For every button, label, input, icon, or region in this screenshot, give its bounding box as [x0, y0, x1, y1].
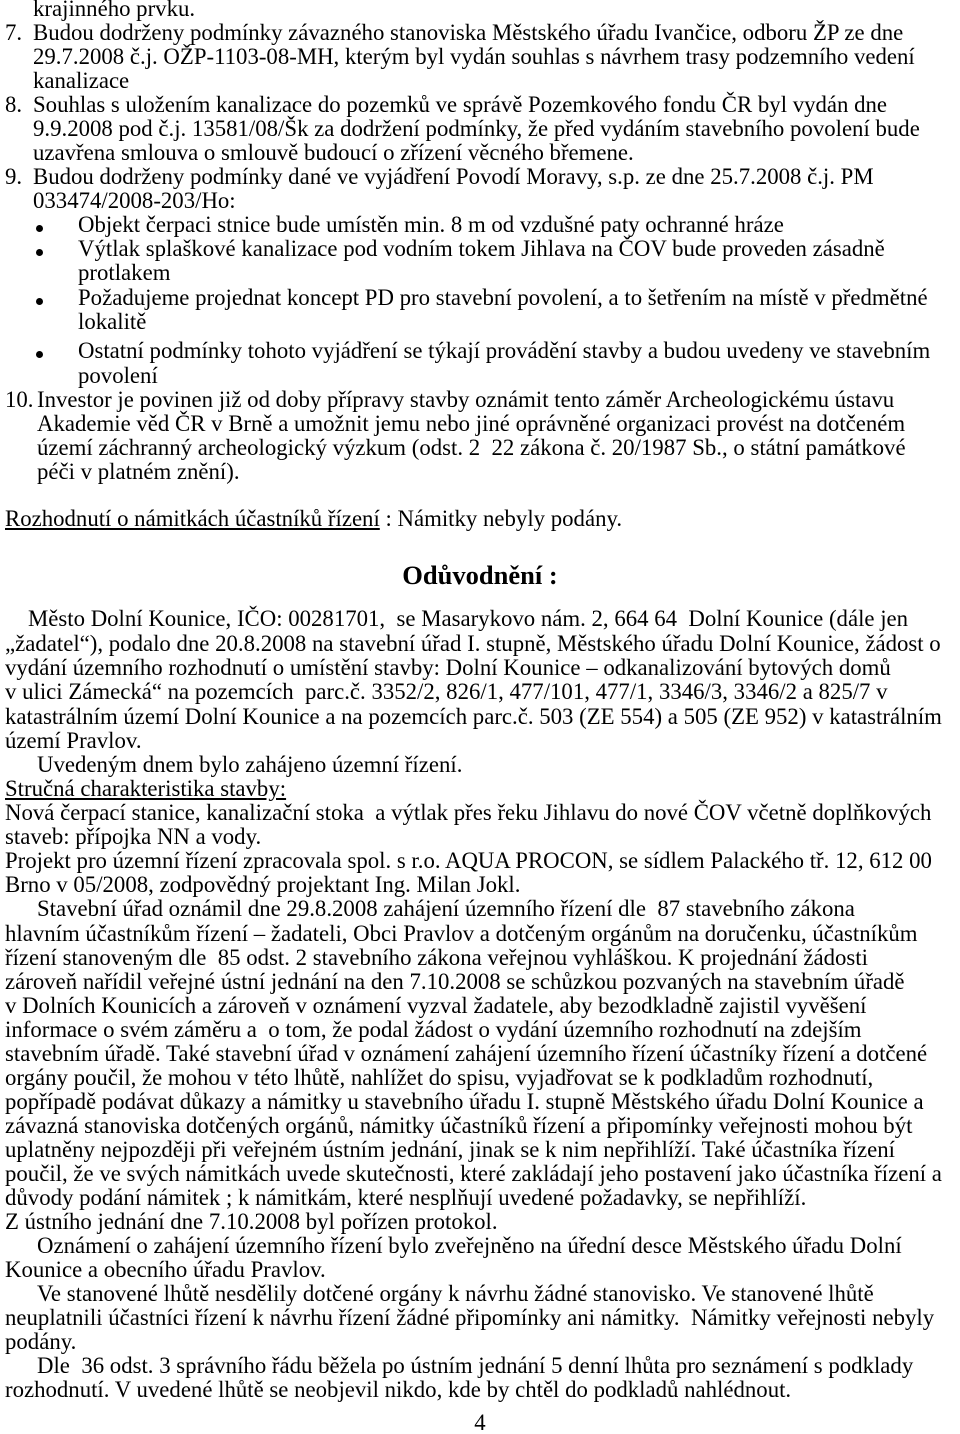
item9-line: Budou dodrženy podmínky dané ve vyjádření Povodí Moravy, s.p. ze dne 25.7.2008 č.j. PM [33, 164, 874, 189]
reasoning-line: stavebním úřadě. Také stavební úřad v oznámení zahájení územního řízení účastníky řízení a dotčené [5, 1041, 928, 1066]
item7-line: Budou dodrženy podmínky závazného stanoviska Městského úřadu Ivančice, odboru ŽP ze dne [33, 20, 904, 45]
reasoning-heading: Odůvodnění : [402, 560, 558, 590]
page-number: 4 [474, 1410, 486, 1434]
item10-line: Akademie věd ČR v Brně a umožnit jemu nebo jiné oprávněné organizaci provést na dotčeném [37, 411, 906, 436]
reasoning-line: Projekt pro územní řízení zpracovala spol. s r.o. AQUA PROCON, se sídlem Palackého tř. 12, 612 00 [5, 848, 932, 873]
reasoning-line: závazná stanoviska dotčených orgánů, námitky účastníků řízení a připomínky veřejnosti mohou být [5, 1113, 913, 1138]
item7-line: kanalizace [33, 68, 130, 93]
reasoning-line: Uvedeným dnem bylo zahájeno územní řízení. [37, 752, 463, 777]
bullet-text: Požadujeme projednat koncept PD pro stavební povolení, a to šetřením na místě v předmětné [78, 285, 928, 310]
list-number: 8. [5, 92, 23, 117]
bullet-icon [36, 298, 43, 305]
reasoning-line: zároveň nařídil veřejné ústní jednání na den 7.10.2008 se schůzkou pozvaných na stavebním úřadě [5, 969, 905, 994]
reasoning-line: v Dolních Kounicích a zároveň v oznámení vyzval žadatele, aby bezodkladně zajistil vyvěšení [5, 993, 867, 1018]
bullet-icon [36, 249, 43, 256]
reasoning-line: důvody podání námitek ; k námitkám, které nesplňují uvedené požadavky, se nepřihlíží. [5, 1185, 807, 1210]
reasoning-line: popřípadě podávat důkazy a námitky u stavebního úřadu I. stupně Městského úřadu Dolní Kounice a [5, 1089, 924, 1114]
reasoning-line: podány. [5, 1329, 77, 1354]
reasoning-line: katastrálním území Dolní Kounice a na pozemcích parc.č. 503 (ZE 554) a 505 (ZE 952) v katastrálním [5, 704, 942, 729]
reasoning-line: Brno v 05/2008, zodpovědný projektant Ing. Milan Jokl. [5, 872, 521, 897]
list-number: 10. [5, 387, 34, 412]
reasoning-line: orgány poučil, že mohou v této lhůtě, nahlížet do spisu, vyjadřovat se k podkladům rozhodnutí, [5, 1065, 874, 1090]
item8-line: Souhlas s uložením kanalizace do pozemků ve správě Pozemkového fondu ČR byl vydán dne [33, 92, 888, 117]
bullet-text: protlakem [78, 260, 171, 285]
reasoning-line: v ulici Zámecká“ na pozemcích parc.č. 3352/2, 826/1, 477/101, 477/1, 3346/3, 3346/2 a 825/7 v [5, 679, 888, 704]
objections-decision [5, 507, 622, 531]
objections-label: Rozhodnutí o námitkách účastníků řízení [5, 506, 380, 531]
item8-line: 9.9.2008 pod č.j. 13581/08/Šk za dodržení podmínky, že před vydáním stavebního povolení bude [33, 116, 920, 141]
reasoning-line: poučil, že ve svých námitkách uvede skutečnosti, které zakládají jeho postavení jako účastníka řízení a [5, 1161, 942, 1186]
reasoning-line: Z ústního jednání dne 7.10.2008 byl pořízen protokol. [5, 1209, 498, 1234]
reasoning-line: Stavební úřad oznámil dne 29.8.2008 zahájení územního řízení dle 87 stavebního zákona [37, 896, 855, 921]
reasoning-line: Kounice a obecního úřadu Pravlov. [5, 1257, 326, 1282]
construction-summary-subheading: Stručná charakteristika stavby: [5, 776, 287, 801]
bullet-icon [36, 351, 43, 358]
reasoning-line: neuplatnili účastníci řízení k návrhu řízení žádné připomínky ani námitky. Námitky veřejnosti nebyly [5, 1305, 935, 1330]
bullet-icon [36, 225, 43, 232]
reasoning-line: informace o svém záměru a o tom, že podal žádost o vydání územního rozhodnutí na zdejším [5, 1017, 862, 1042]
reasoning-line: území Pravlov. [5, 728, 142, 753]
bullet-text: Objekt čerpaci stnice bude umístěn min. 8 m od vzdušné paty ochranné hráze [78, 212, 784, 237]
bullet-text: Výtlak splaškové kanalizace pod vodním tokem Jihlava na ČOV bude proveden zásadně [78, 236, 885, 261]
bullet-text: lokalitě [78, 309, 147, 334]
bullet-text: Ostatní podmínky tohoto vyjádření se týkají provádění stavby a budou uvedeny ve stavebním [78, 338, 931, 363]
item7-line: 29.7.2008 č.j. OŽP-1103-08-MH, kterým byl vydán souhlas s návrhem trasy podzemního vedení [33, 44, 915, 69]
reasoning-line: staveb: přípojka NN a vody. [5, 824, 262, 849]
objections-text: : Námitky nebyly podány. [385, 506, 623, 531]
reasoning-line: vydání územního rozhodnutí o umístění stavby: Dolní Kounice – odkanalizování bytových domů [5, 655, 891, 680]
item10-line: Investor je povinen již od doby přípravy stavby oznámit tento záměr Archeologickému ústavu [37, 387, 895, 412]
item8-line: uzavřena smlouva o smlouvě budoucí o zřízení věcného břemene. [33, 140, 634, 165]
reasoning-line: Ve stanovené lhůtě nesdělily dotčené orgány k návrhu žádné stanovisko. Ve stanovené lhůtě [37, 1281, 874, 1306]
reasoning-line: rozhodnutí. V uvedené lhůtě se neobjevil nikdo, kde by chtěl do podkladů nahlédnout. [5, 1377, 792, 1402]
item9-line: 033474/2008-203/Ho: [33, 188, 236, 213]
reasoning-line: hlavním účastníkům řízení – žadateli, Obci Pravlov a dotčeným orgánům na doručenku, účastníkům [5, 921, 918, 946]
reasoning-line: Město Dolní Kounice, IČO: 00281701, se Masarykovo nám. 2, 664 64 Dolní Kounice (dále jen [28, 606, 909, 631]
reasoning-line: řízení stanoveným dle 85 odst. 2 stavebního zákona veřejnou vyhláškou. K projednání žádosti [5, 945, 868, 970]
item10-line: péči v platném znění). [37, 459, 240, 484]
bullet-text: povolení [78, 363, 158, 388]
reasoning-line: „žadatel“), podalo dne 20.8.2008 na stavební úřad I. stupně, Městského úřadu Dolní Kounice, žádost o [5, 631, 941, 656]
item6-continuation-line: krajinného prvku. [33, 0, 196, 21]
list-number: 7. [5, 20, 23, 45]
list-number: 9. [5, 164, 23, 189]
item10-line: území záchranný archeologický výzkum (odst. 2 22 zákona č. 20/1987 Sb., o státní památkové [37, 435, 906, 460]
reasoning-line: Nová čerpací stanice, kanalizační stoka a výtlak přes řeku Jihlavu do nové ČOV včetně doplňkových [5, 800, 932, 825]
reasoning-line: Dle 36 odst. 3 správního řádu běžela po ústním jednání 5 denní lhůta pro seznámení s podklady [37, 1353, 914, 1378]
reasoning-line: uplatněny nejpozději při veřejném ústním jednání, jinak se k nim nepřihlíží. Také účastníka řízení [5, 1137, 895, 1162]
reasoning-line: Oznámení o zahájení územního řízení bylo zveřejněno na úřední desce Městského úřadu Dolní [37, 1233, 902, 1258]
